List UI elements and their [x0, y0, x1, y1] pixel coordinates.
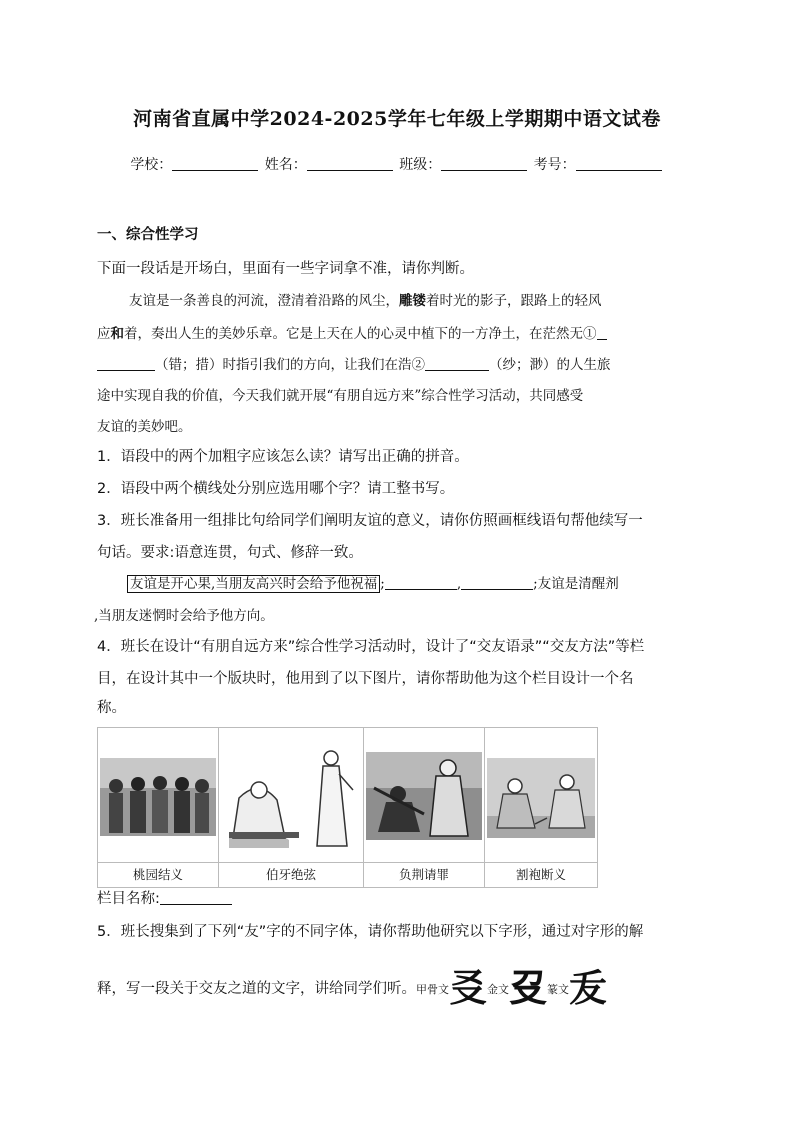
school-label: 学校： [130, 157, 173, 173]
blank-1-start[interactable] [597, 325, 607, 340]
question-4-line-1: 4．班长在设计“有朋自远方来”综合性学习活动时，设计了“交友语录”“交友方法”等栏 [97, 639, 645, 655]
bronze-label: 金文 [487, 983, 510, 996]
oracle-bone-glyph: 㕛 [449, 965, 488, 1010]
passage-line-5: 友谊的美妙吧。 [97, 419, 192, 435]
question-2: 2．语段中两个横线处分别应选用哪个字？请工整书写。 [97, 481, 455, 497]
student-info-row [0, 154, 794, 174]
question-5-line-1: 5．班长搜集到了下列“友”字的不同字体，请你帮助他研究以下字形，通过对字形的解 [97, 924, 644, 940]
name-label: 姓名： [264, 157, 307, 173]
school-field[interactable] [172, 156, 258, 171]
column-name-row [97, 889, 697, 909]
answer-blank-2[interactable] [461, 575, 533, 590]
name-field[interactable] [307, 156, 393, 171]
exam-number-field[interactable] [576, 156, 662, 171]
class-field[interactable] [441, 156, 527, 171]
taoyuan-picture [98, 728, 218, 862]
answer-blank-1[interactable] [385, 575, 457, 590]
exam-number-label: 考号： [533, 157, 576, 173]
column-name-field[interactable] [160, 890, 232, 905]
boya-picture [219, 728, 363, 862]
picture-cell-boya [219, 728, 364, 888]
picture-caption: 负荆请罪 [364, 862, 484, 887]
picture-cell-gepao [485, 728, 598, 888]
oracle-bone-label: 甲骨文 [416, 983, 449, 996]
question-1: 1．语段中的两个加粗字应该怎么读？请写出正确的拼音。 [97, 449, 469, 465]
question-4-line-2: 目，在设计其中一个版块时，他用到了以下图片，请你帮助他为这个栏目设计一个名 [97, 671, 634, 687]
question-4-line-3: 称。 [97, 700, 126, 716]
picture-table [97, 727, 598, 888]
fujing-picture [364, 728, 484, 862]
gepao-picture [485, 728, 597, 862]
section-heading: 一、综合性学习 [97, 227, 199, 243]
passage-line-1: 友谊是一条善良的河流，澄清着沿路的风尘，雕镂着时光的影子，跟路上的轻风 [129, 293, 602, 309]
question-3-line-2: 句话。要求:语意连贯，句式、修辞一致。 [97, 545, 363, 561]
question-3-prompt-tail: ,当朋友迷惘时会给予他方向。 [94, 608, 274, 624]
picture-caption: 伯牙绝弦 [219, 862, 363, 887]
seal-glyph: 叐 [569, 965, 608, 1010]
passage-line-4: 途中实现自我的价值，今天我们就开展“有朋自远方来”综合性学习活动，共同感受 [97, 388, 584, 404]
picture-caption: 割袍断义 [485, 862, 597, 887]
passage-line-2: 应和着，奏出人生的美妙乐章。它是上天在人的心灵中植下的一方净土，在茫然无① [97, 324, 697, 344]
intro-text: 下面一段话是开场白，里面有一些字词拿不准，请你判断。 [97, 261, 474, 277]
question-3-line-1: 3．班长准备用一组排比句给同学们阐明友谊的意义，请你仿照画框线语句帮他续写一 [97, 513, 643, 529]
blank-2[interactable] [425, 356, 489, 371]
seal-label: 篆文 [547, 983, 570, 996]
question-5-line-2: 释，写一段关于交友之道的文字，讲给同学们听。甲骨文㕛金文𠬛篆文叐 [97, 965, 608, 1010]
passage-line-3: （错；措）时指引我们的方向，让我们在浩② （纱；渺）的人生旅 [97, 355, 697, 375]
bold-char: 和 [110, 326, 124, 342]
class-label: 班级： [399, 157, 442, 173]
picture-caption: 桃园结义 [98, 862, 218, 887]
picture-cell-fujing [364, 728, 485, 888]
picture-cell-taoyuan [98, 728, 219, 888]
page-title: 河南省直属中学2024-2025学年七年级上学期期中语文试卷 [133, 108, 661, 130]
bronze-glyph: 𠬛 [509, 965, 548, 1010]
question-3-prompt: 友谊是开心果,当朋友高兴时会给予他祝福 ; , ;友谊是清醒剂 [127, 574, 707, 594]
blank-1[interactable] [97, 356, 155, 371]
column-name-label: 栏目名称: [97, 891, 160, 907]
framed-sentence: 友谊是开心果,当朋友高兴时会给予他祝福 [127, 575, 380, 593]
bold-word: 雕镂 [399, 293, 426, 309]
